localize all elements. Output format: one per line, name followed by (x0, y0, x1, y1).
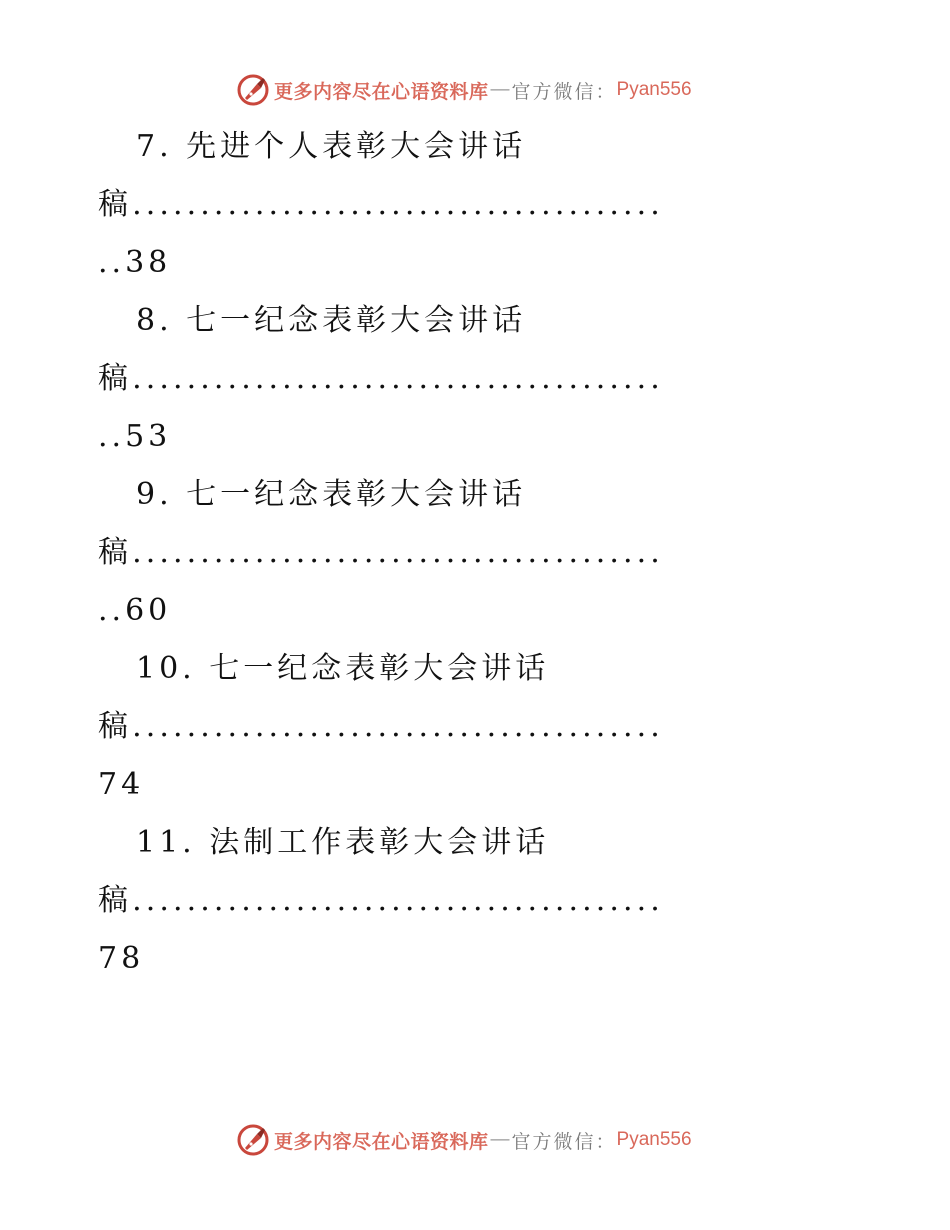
toc-entry-leader: 稿....................................... (98, 535, 664, 570)
toc-entry-page: ..60 (98, 593, 172, 628)
pen-nib-logo-icon (236, 73, 270, 107)
toc-entry[interactable] (98, 292, 843, 466)
toc-entry-leader: 稿....................................... (98, 361, 664, 396)
toc-entry[interactable] (98, 640, 843, 814)
watermark-official: 官方微信： (511, 80, 617, 103)
watermark-wechat: Pyan556 (616, 79, 692, 100)
toc-entry-leader: 稿....................................... (98, 187, 664, 222)
watermark-wechat: Pyan556 (616, 1129, 692, 1150)
toc-entry-title: 9. 七一纪念表彰大会讲话 (136, 477, 527, 512)
toc-entry[interactable] (98, 814, 843, 988)
watermark-separator: — (490, 1129, 510, 1150)
pen-nib-logo-icon (236, 1123, 270, 1157)
toc-entry-leader: 稿....................................... (98, 709, 664, 744)
watermark-text: 更多内容尽在心语资料库 (274, 80, 489, 103)
toc-entry-page: 78 (98, 941, 145, 976)
toc-entry-title: 8. 七一纪念表彰大会讲话 (136, 303, 527, 338)
table-of-contents (98, 118, 843, 988)
watermark-official: 官方微信： (511, 1130, 617, 1153)
toc-entry-page: 74 (98, 767, 145, 802)
toc-entry-title: 7. 先进个人表彰大会讲话 (136, 129, 527, 164)
header-watermark (236, 72, 692, 108)
toc-entry[interactable] (98, 118, 843, 292)
toc-entry-title: 10. 七一纪念表彰大会讲话 (136, 651, 550, 686)
toc-entry-title: 11. 法制工作表彰大会讲话 (136, 825, 550, 860)
watermark-text: 更多内容尽在心语资料库 (274, 1130, 489, 1153)
toc-entry[interactable] (98, 466, 843, 640)
footer-watermark (236, 1122, 692, 1158)
toc-entry-page: ..53 (98, 419, 172, 454)
toc-entry-leader: 稿....................................... (98, 883, 664, 918)
watermark-separator: — (490, 79, 510, 100)
toc-entry-page: ..38 (98, 245, 172, 280)
